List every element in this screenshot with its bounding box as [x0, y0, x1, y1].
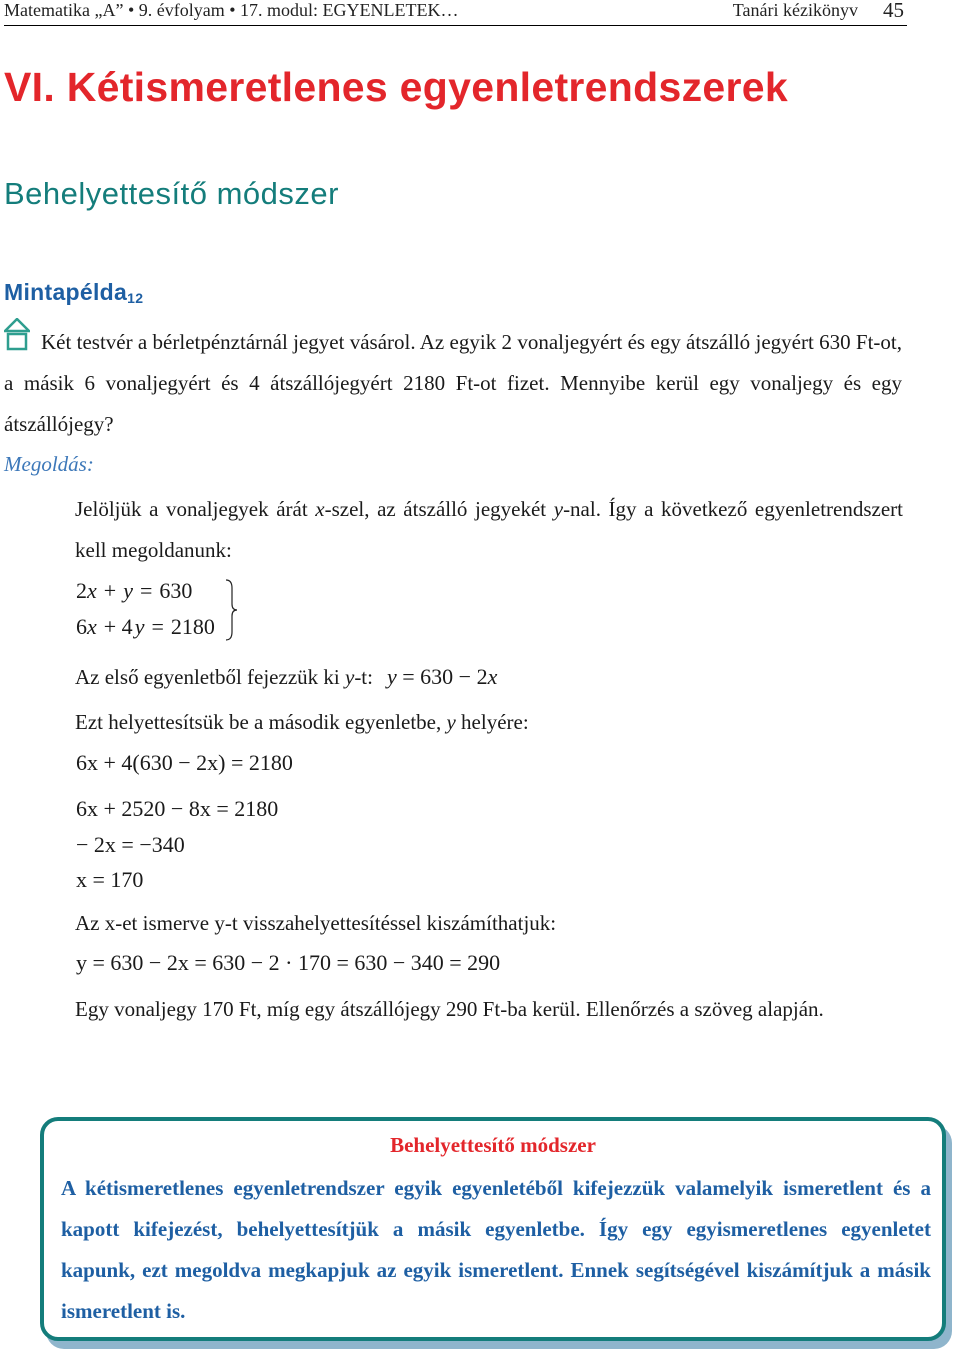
system-equation-2: 6x + 4y = 2180	[76, 614, 215, 639]
definition-text: A kétismeretlenes egyenletrendszer egyik egyenletéből kifejezzük valamelyik ismeretlent és a kapott kifejezést, behelyettesítjük a másik egyenletbe. Így egy egyismeretlenes egyenletet kapunk, ezt megoldva megkapjuk az egyik ismeretlent. Ennek segítségével kiszámítjuk a másik ismeretlent is.	[61, 1176, 931, 1323]
step1-line: Az első egyenletből fejezzük ki y-t: y = 630 − 2x	[75, 664, 498, 689]
example-heading	[4, 279, 143, 306]
chapter-title: VI. Kétismeretlenes egyenletrendszerek	[4, 64, 788, 110]
intro-text-b: -szel, az átszálló jegyekét	[324, 497, 554, 521]
page-number: 45	[883, 0, 904, 22]
intro-text-c: -nal. Így a következő egyenletrendszert kell megoldanunk:	[75, 497, 903, 562]
substitution-equation: y = 630 − 2x = 630 − 2 · 170 = 630 − 340 = 290	[76, 950, 501, 975]
running-header-left: Matematika „A” • 9. évfolyam • 17. modul: EGYENLETEK…	[4, 0, 459, 20]
intro-text-a: Jelöljük a vonaljegyek árát	[75, 497, 316, 521]
example-number: 12	[127, 290, 144, 306]
definition-title: Behelyettesítő módszer	[390, 1133, 596, 1157]
var-y: y	[553, 497, 564, 521]
system-brace	[224, 578, 238, 642]
example-label: Mintapélda	[4, 279, 128, 305]
equation-line: − 2x = −340	[76, 832, 185, 857]
section-title: Behelyettesítő módszer	[4, 176, 339, 211]
conclusion-text: Egy vonaljegy 170 Ft, míg egy átszállójegy 290 Ft-ba kerül. Ellenőrzés a szöveg alapján.	[75, 997, 824, 1021]
running-header-right: Tanári kézikönyv	[732, 0, 858, 20]
step3-line: Az x-et ismerve y-t visszahelyettesítéssel kiszámíthatjuk:	[75, 911, 557, 935]
equation-line: x = 170	[76, 867, 144, 892]
header-rule	[4, 25, 907, 26]
system-equation-1: 2x + y = 630	[76, 578, 193, 603]
equation-line: 6x + 2520 − 8x = 2180	[76, 796, 279, 821]
equation-line: 6x + 4(630 − 2x) = 2180	[76, 750, 293, 775]
solution-intro	[75, 489, 903, 571]
step2-line: Ezt helyettesítsük be a második egyenletbe, y helyére:	[75, 710, 529, 734]
problem-text: Két testvér a bérletpénztárnál jegyet vásárol. Az egyik 2 vonaljegyért és egy átszálló jegyért 630 Ft-ot, a másik 6 vonaljegyért és 4 átszállójegyért 2180 Ft-ot fizet. Mennyibe kerül egy vonaljegy és egy átszállójegy?	[4, 330, 902, 436]
solution-label: Megoldás:	[4, 452, 94, 476]
var-x: x	[315, 497, 325, 521]
